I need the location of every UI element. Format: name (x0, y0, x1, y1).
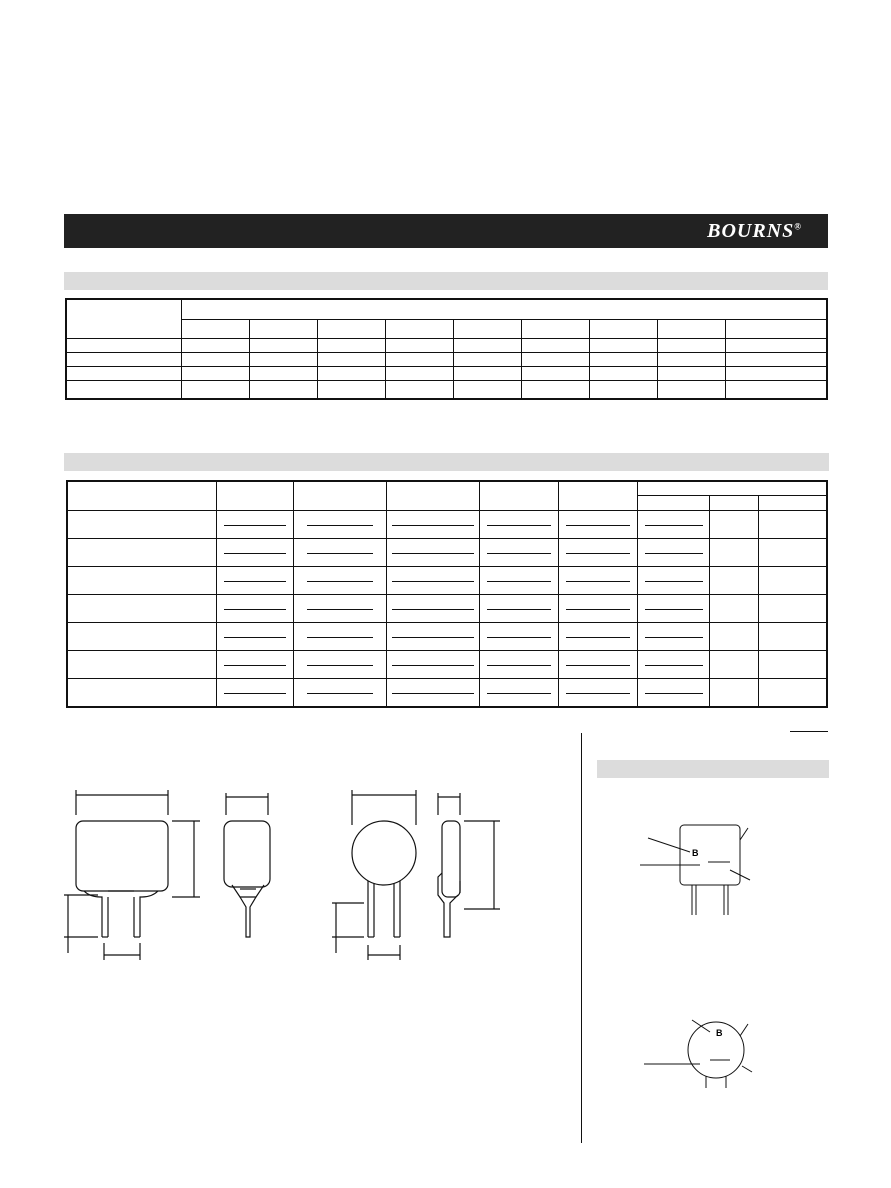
table-group-header (638, 481, 828, 496)
table-cell (387, 679, 480, 708)
table-header-cell (710, 496, 759, 511)
table-cell (759, 567, 828, 595)
table-cell (317, 353, 385, 367)
table-cell (559, 623, 638, 651)
table-cell (385, 353, 453, 367)
table-cell (657, 381, 725, 400)
table-cell (480, 679, 559, 708)
dash-line (645, 553, 703, 554)
table-cell (589, 353, 657, 367)
column-divider (581, 733, 582, 1143)
table-header-cell (67, 481, 217, 511)
table-cell (759, 679, 828, 708)
table-cell (249, 367, 317, 381)
table-cell (589, 367, 657, 381)
table-cell (480, 623, 559, 651)
table-cell (725, 339, 827, 353)
table-cell (638, 623, 710, 651)
table-cell (759, 511, 828, 539)
table-cell (725, 353, 827, 367)
table-cell (638, 651, 710, 679)
dash-line (487, 665, 551, 666)
dash-line (487, 581, 551, 582)
dash-line (392, 637, 474, 638)
dash-line (645, 581, 703, 582)
table-cell (317, 339, 385, 353)
table-cell (387, 539, 480, 567)
dash-line (392, 525, 474, 526)
table-row-label (66, 367, 182, 381)
dash-line (566, 693, 630, 694)
dash-line (566, 525, 630, 526)
dash-line (645, 665, 703, 666)
table-cell (317, 367, 385, 381)
dash-line (645, 525, 703, 526)
dash-line (392, 693, 474, 694)
table-cell (589, 381, 657, 400)
table-cell (182, 381, 250, 400)
footnote-rule (790, 731, 828, 732)
table-row-label (67, 679, 217, 708)
dash-line (566, 553, 630, 554)
table-cell (385, 339, 453, 353)
table-cell (294, 623, 387, 651)
table-header-cell (638, 496, 710, 511)
table-cell (317, 381, 385, 400)
table-cell (589, 320, 657, 339)
table-cell (294, 567, 387, 595)
brand-name: BOURNS (707, 220, 795, 242)
table-cell (294, 539, 387, 567)
table-row (66, 367, 827, 381)
dash-line (307, 581, 373, 582)
disc-device-drawing (330, 785, 510, 965)
table-cell (638, 595, 710, 623)
table-corner-cell (66, 299, 182, 339)
dash-line (392, 581, 474, 582)
table-cell (710, 595, 759, 623)
table-cell (521, 367, 589, 381)
dash-line (307, 637, 373, 638)
table-cell (217, 567, 294, 595)
table-header-row (67, 481, 827, 496)
table-cell (725, 367, 827, 381)
dash-line (645, 637, 703, 638)
dash-line (487, 525, 551, 526)
dash-line (224, 553, 286, 554)
table-cell (521, 320, 589, 339)
table-cell (387, 623, 480, 651)
table-cell (710, 567, 759, 595)
table-cell (387, 595, 480, 623)
table-cell (217, 595, 294, 623)
table-header-cell (759, 496, 828, 511)
table-cell (249, 320, 317, 339)
table-row (66, 339, 827, 353)
table-cell (294, 595, 387, 623)
table-cell (182, 353, 250, 367)
table-header-cell (559, 481, 638, 511)
disc-marking-diagram (640, 1010, 770, 1100)
dash-line (566, 581, 630, 582)
table-cell (638, 511, 710, 539)
table-cell (480, 539, 559, 567)
dash-line (224, 637, 286, 638)
table-cell (710, 679, 759, 708)
table-cell (294, 679, 387, 708)
section-header-specs (64, 453, 829, 471)
table-row (67, 511, 827, 539)
dash-line (224, 609, 286, 610)
table-cell (657, 339, 725, 353)
dash-line (645, 693, 703, 694)
table-row (66, 353, 827, 367)
table-cell (559, 595, 638, 623)
table-cell (657, 367, 725, 381)
table-row-label (67, 511, 217, 539)
table-cell (480, 595, 559, 623)
dash-line (645, 609, 703, 610)
table-cell (385, 320, 453, 339)
table-cell (387, 651, 480, 679)
table-cell (387, 511, 480, 539)
brand-logo (707, 220, 802, 243)
table-row (67, 679, 827, 708)
table-cell (453, 353, 521, 367)
table-cell (249, 381, 317, 400)
table-cell (217, 679, 294, 708)
table-header-cell (480, 481, 559, 511)
dash-line (307, 665, 373, 666)
table-cell (521, 381, 589, 400)
dash-line (307, 693, 373, 694)
table-row-label (67, 567, 217, 595)
dash-line (392, 665, 474, 666)
table-cell (710, 539, 759, 567)
table-cell (559, 539, 638, 567)
table-cell (453, 339, 521, 353)
table-cell (638, 679, 710, 708)
table-cell (217, 623, 294, 651)
table-cell (559, 511, 638, 539)
table-cell (521, 353, 589, 367)
table-header-cell (294, 481, 387, 511)
table-cell (657, 353, 725, 367)
dash-line (566, 665, 630, 666)
table-cell (385, 381, 453, 400)
dash-line (224, 525, 286, 526)
dash-line (566, 609, 630, 610)
table-cell (182, 367, 250, 381)
table-cell (559, 679, 638, 708)
table-cell (759, 539, 828, 567)
table-header-cell (217, 481, 294, 511)
marking-glyph-disc: B (716, 1028, 723, 1038)
table-cell (480, 567, 559, 595)
table-cell (725, 320, 827, 339)
table-cell (217, 539, 294, 567)
dash-line (224, 665, 286, 666)
table-cell (182, 320, 250, 339)
rectangular-device-drawing (60, 785, 280, 965)
ratings-table (65, 298, 828, 400)
table-row-label (66, 381, 182, 400)
dash-line (307, 553, 373, 554)
table-row-label (66, 353, 182, 367)
table-cell (294, 511, 387, 539)
table-cell (657, 320, 725, 339)
table-cell (638, 567, 710, 595)
table-cell (249, 339, 317, 353)
table-cell (559, 567, 638, 595)
dash-line (307, 609, 373, 610)
table-row-label (67, 651, 217, 679)
dash-line (487, 637, 551, 638)
dash-line (487, 609, 551, 610)
table-row (67, 567, 827, 595)
dash-line (487, 553, 551, 554)
dash-line (392, 553, 474, 554)
table-cell (480, 651, 559, 679)
table-cell (559, 651, 638, 679)
dash-line (307, 525, 373, 526)
table-row-label (67, 623, 217, 651)
table-cell (249, 353, 317, 367)
table-cell (710, 623, 759, 651)
table-row (67, 595, 827, 623)
marking-glyph: B (692, 848, 699, 858)
section-header-ratings (64, 272, 828, 290)
header-banner (64, 214, 828, 248)
table-cell (385, 367, 453, 381)
table-row (67, 623, 827, 651)
table-cell (182, 339, 250, 353)
section-header-marking (597, 760, 829, 778)
table-cell (387, 567, 480, 595)
table-cell (710, 651, 759, 679)
table-row (67, 539, 827, 567)
table-row (67, 651, 827, 679)
table-cell (759, 651, 828, 679)
table-cell (759, 595, 828, 623)
table-header-cell (387, 481, 480, 511)
table-cell (710, 511, 759, 539)
registered-mark: ® (794, 221, 802, 232)
table-header-row (66, 299, 827, 320)
table-cell (217, 651, 294, 679)
table-cell (453, 320, 521, 339)
table-cell (725, 381, 827, 400)
table-cell (589, 339, 657, 353)
table-row-label (67, 539, 217, 567)
table-cell (521, 339, 589, 353)
table-cell (453, 367, 521, 381)
table-cell (294, 651, 387, 679)
table-cell (317, 320, 385, 339)
rectangular-marking-diagram (640, 820, 770, 920)
table-group-header (182, 299, 828, 320)
table-cell (759, 623, 828, 651)
dash-line (487, 693, 551, 694)
dash-line (566, 637, 630, 638)
table-row (66, 381, 827, 400)
dash-line (224, 581, 286, 582)
dash-line (224, 693, 286, 694)
table-row-label (66, 339, 182, 353)
table-cell (480, 511, 559, 539)
table-cell (453, 381, 521, 400)
table-cell (638, 539, 710, 567)
table-cell (217, 511, 294, 539)
specs-table (66, 480, 828, 708)
dash-line (392, 609, 474, 610)
table-row-label (67, 595, 217, 623)
